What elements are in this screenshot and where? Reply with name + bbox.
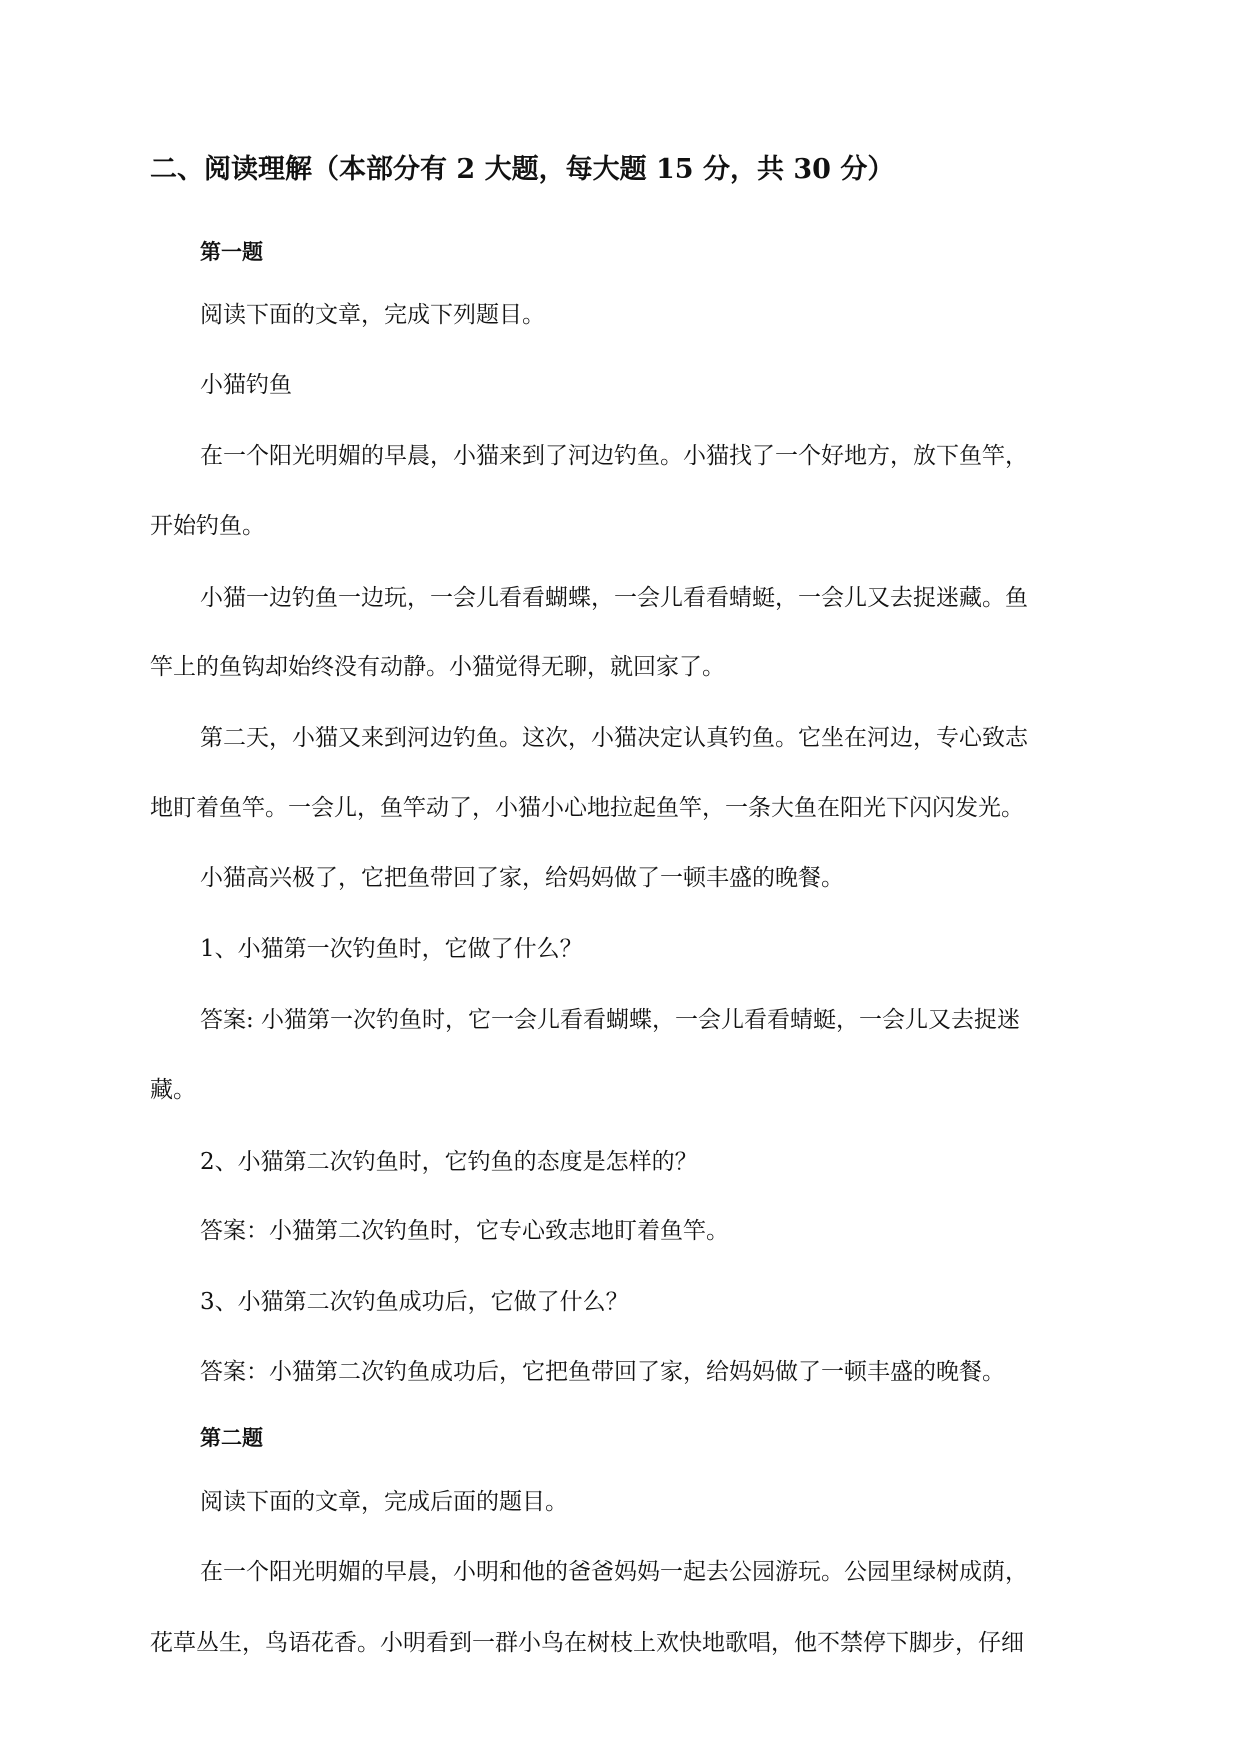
section-title: 二、阅读理解（本部分有 2 大题，每大题 15 分，共 30 分） [150, 154, 895, 185]
question2-paragraph-1-line-1: 在一个阳光明媚的早晨，小明和他的爸爸妈妈一起去公园游玩。公园里绿树成荫， [200, 1559, 1028, 1585]
question1-answer-3: 答案：小猫第二次钓鱼成功后，它把鱼带回了家，给妈妈做了一顿丰盛的晚餐。 [200, 1359, 1005, 1385]
question2-heading: 第二题 [200, 1425, 263, 1450]
question2-instruction: 阅读下面的文章，完成后面的题目。 [200, 1489, 568, 1515]
question1-answer-2: 答案：小猫第二次钓鱼时，它专心致志地盯着鱼竿。 [200, 1218, 729, 1244]
story-paragraph-1-line-1: 在一个阳光明媚的早晨，小猫来到了河边钓鱼。小猫找了一个好地方，放下鱼竿， [200, 443, 1028, 469]
question1-instruction: 阅读下面的文章，完成下列题目。 [200, 302, 545, 328]
question1-item-3: 3、小猫第二次钓鱼成功后，它做了什么？ [200, 1289, 629, 1315]
story-paragraph-1-line-2: 开始钓鱼。 [150, 513, 265, 539]
question1-item-1: 1、小猫第一次钓鱼时，它做了什么？ [200, 936, 583, 962]
question2-paragraph-1-line-2: 花草丛生，鸟语花香。小明看到一群小鸟在树枝上欢快地歌唱，他不禁停下脚步，仔细 [150, 1630, 1024, 1656]
question1-answer-1-line-1: 答案: 小猫第一次钓鱼时，它一会儿看看蝴蝶，一会儿看看蜻蜓，一会儿又去捉迷 [200, 1007, 1021, 1033]
story-paragraph-2-line-1: 小猫一边钓鱼一边玩，一会儿看看蝴蝶，一会儿看看蜻蜓，一会儿又去捉迷藏。鱼 [200, 585, 1028, 611]
story-paragraph-3-line-2: 地盯着鱼竿。一会儿，鱼竿动了，小猫小心地拉起鱼竿，一条大鱼在阳光下闪闪发光。 [150, 795, 1024, 821]
question1-item-2: 2、小猫第二次钓鱼时，它钓鱼的态度是怎样的？ [200, 1149, 698, 1175]
question1-answer-1-line-2: 藏。 [150, 1077, 196, 1103]
story-paragraph-3-line-1: 第二天，小猫又来到河边钓鱼。这次，小猫决定认真钓鱼。它坐在河边，专心致志 [200, 725, 1028, 751]
story-title: 小猫钓鱼 [200, 372, 292, 398]
story-paragraph-2-line-2: 竿上的鱼钩却始终没有动静。小猫觉得无聊，就回家了。 [150, 654, 725, 680]
story-paragraph-4-line-1: 小猫高兴极了，它把鱼带回了家，给妈妈做了一顿丰盛的晚餐。 [200, 865, 844, 891]
question1-heading: 第一题 [200, 239, 263, 264]
